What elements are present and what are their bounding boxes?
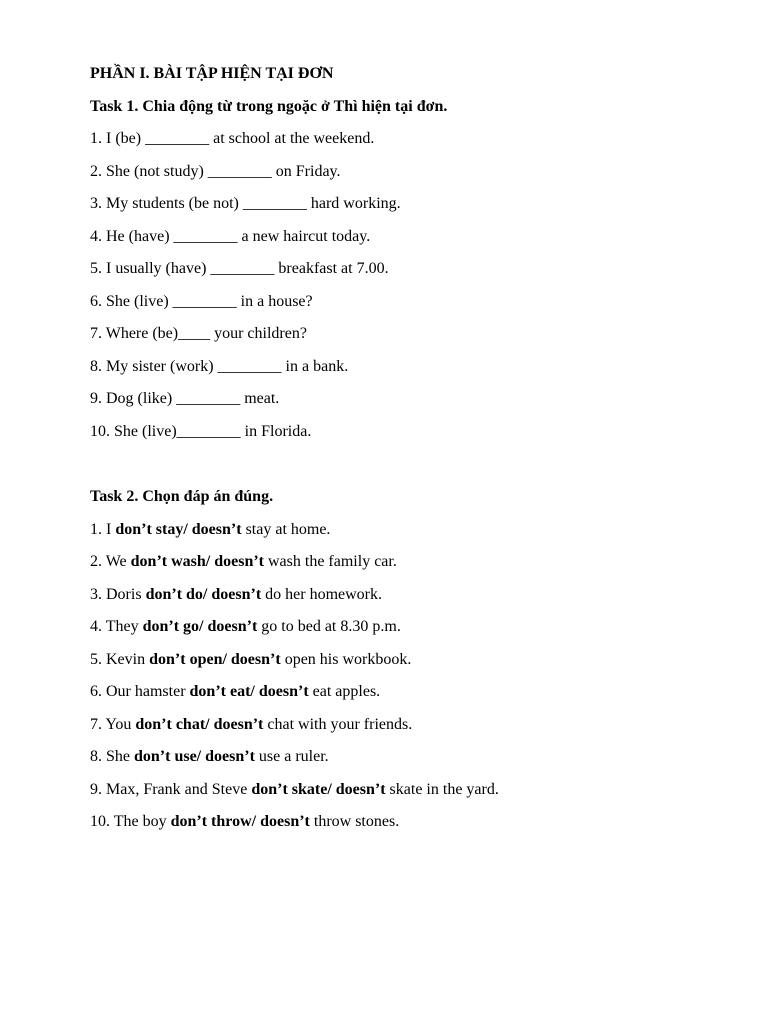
- answer-choice: don’t chat/ doesn’t: [135, 716, 264, 733]
- task1-item: 9. Dog (like) ________ meat.: [90, 390, 280, 407]
- task2-item: [90, 552, 397, 572]
- task2-item: [90, 812, 399, 832]
- task1-item: 5. I usually (have) ________ breakfast at 7.00.: [90, 260, 389, 277]
- task1-item: 1. I (be) ________ at school at the weekend.: [90, 130, 375, 147]
- item-suffix: do her homework.: [261, 586, 382, 603]
- task1-item: 4. He (have) ________ a new haircut today.: [90, 228, 371, 245]
- task1-item: 10. She (live)________ in Florida.: [90, 423, 312, 440]
- task2-item: [90, 780, 499, 800]
- section-heading: PHẦN I. BÀI TẬP HIỆN TẠI ĐƠN: [90, 65, 334, 82]
- answer-choice: don’t throw/ doesn’t: [170, 813, 310, 830]
- answer-choice: don’t eat/ doesn’t: [189, 683, 309, 700]
- answer-choice: don’t open/ doesn’t: [149, 651, 281, 668]
- item-prefix: 3. Doris: [90, 586, 146, 603]
- item-prefix: 1. I: [90, 521, 116, 538]
- item-suffix: eat apples.: [308, 683, 381, 700]
- task2-item: [90, 650, 411, 670]
- item-suffix: stay at home.: [241, 521, 331, 538]
- item-suffix: go to bed at 8.30 p.m.: [257, 618, 401, 635]
- item-suffix: use a ruler.: [254, 748, 329, 765]
- task1-item: 6. She (live) ________ in a house?: [90, 293, 313, 310]
- item-suffix: chat with your friends.: [263, 716, 413, 733]
- item-prefix: 4. They: [90, 618, 143, 635]
- task1-item: 2. She (not study) ________ on Friday.: [90, 163, 341, 180]
- answer-choice: don’t wash/ doesn’t: [130, 553, 264, 570]
- answer-choice: don’t skate/ doesn’t: [251, 781, 386, 798]
- item-prefix: 9. Max, Frank and Steve: [90, 781, 252, 798]
- task2-item: [90, 617, 401, 637]
- task2-item: [90, 682, 380, 702]
- item-suffix: wash the family car.: [264, 553, 397, 570]
- task2-item: [90, 747, 329, 767]
- task2-item: [90, 520, 330, 540]
- task1-item: 8. My sister (work) ________ in a bank.: [90, 358, 349, 375]
- answer-choice: don’t use/ doesn’t: [134, 748, 255, 765]
- item-prefix: 5. Kevin: [90, 651, 150, 668]
- task1-item: 3. My students (be not) ________ hard working.: [90, 195, 401, 212]
- answer-choice: don’t go/ doesn’t: [142, 618, 258, 635]
- item-prefix: 6. Our hamster: [90, 683, 190, 700]
- task1-title: Task 1. Chia động từ trong ngoặc ở Thì hiện tại đơn.: [90, 98, 448, 115]
- task2-item: [90, 585, 382, 605]
- item-prefix: 2. We: [90, 553, 131, 570]
- task2-title: Task 2. Chọn đáp án đúng.: [90, 488, 274, 505]
- item-prefix: 7. You: [90, 716, 136, 733]
- answer-choice: don’t do/ doesn’t: [145, 586, 262, 603]
- item-suffix: throw stones.: [309, 813, 400, 830]
- item-prefix: 10. The boy: [90, 813, 171, 830]
- item-suffix: skate in the yard.: [385, 781, 499, 798]
- item-prefix: 8. She: [90, 748, 134, 765]
- item-suffix: open his workbook.: [280, 651, 412, 668]
- answer-choice: don’t stay/ doesn’t: [115, 521, 242, 538]
- task1-item: 7. Where (be)____ your children?: [90, 325, 307, 342]
- task2-item: [90, 715, 412, 735]
